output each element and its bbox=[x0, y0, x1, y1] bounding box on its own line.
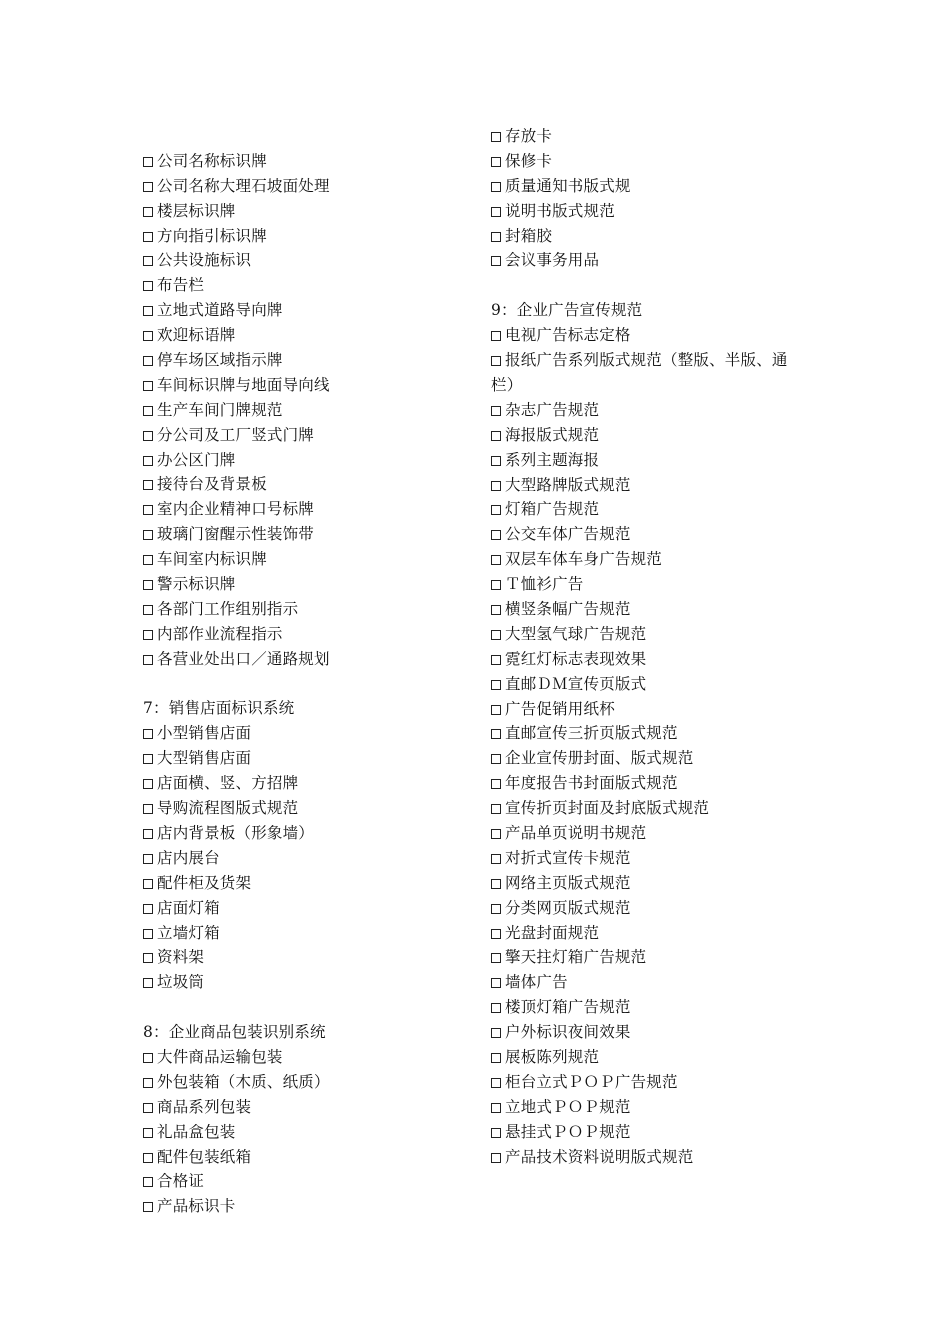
checkbox-icon bbox=[491, 1153, 501, 1163]
checkbox-icon bbox=[491, 978, 501, 988]
checkbox-icon bbox=[491, 829, 501, 839]
checklist-item-label: 公交车体广告规范 bbox=[505, 525, 631, 544]
checklist-item bbox=[143, 373, 473, 398]
checklist-item bbox=[491, 448, 811, 473]
checklist-item-label: 内部作业流程指示 bbox=[157, 624, 283, 643]
checkbox-icon bbox=[143, 555, 153, 565]
checklist-item bbox=[491, 423, 811, 448]
checkbox-icon bbox=[491, 754, 501, 764]
checklist-item bbox=[491, 995, 811, 1020]
checklist-item-label: 大件商品运输包装 bbox=[157, 1047, 283, 1066]
checklist-item bbox=[143, 1045, 473, 1070]
checklist-item bbox=[491, 896, 811, 921]
section-heading-text: 8：企业商品包装识别系统 bbox=[143, 1023, 326, 1042]
checklist-item bbox=[491, 1070, 811, 1095]
checklist-item bbox=[143, 647, 473, 672]
checkbox-icon bbox=[491, 207, 501, 217]
checkbox-icon bbox=[143, 157, 153, 167]
checklist-item-label: 墙体广告 bbox=[505, 973, 568, 992]
checklist-item-label: 产品技术资料说明版式规范 bbox=[505, 1147, 694, 1166]
checklist-item-label: 公共设施标识 bbox=[157, 251, 252, 270]
checklist-item-label: 停车场区域指示牌 bbox=[157, 351, 283, 370]
checklist-item-label: 玻璃门窗醒示性装饰带 bbox=[157, 525, 315, 544]
checklist-item-label: 电视广告标志定格 bbox=[505, 326, 631, 345]
checklist-item-label: 礼品盒包装 bbox=[157, 1122, 236, 1141]
checklist-item-label: 店内背景板（形象墙） bbox=[157, 823, 315, 842]
checkbox-icon bbox=[143, 630, 153, 640]
checkbox-icon bbox=[143, 879, 153, 889]
checklist-item bbox=[491, 821, 811, 846]
checklist-item bbox=[491, 921, 811, 946]
checkbox-icon bbox=[491, 879, 501, 889]
checklist-item bbox=[143, 273, 473, 298]
checklist-item bbox=[491, 1145, 811, 1170]
checkbox-icon bbox=[491, 1053, 501, 1063]
checklist-item-label: 车间室内标识牌 bbox=[157, 550, 267, 569]
checklist-item bbox=[491, 970, 811, 995]
checklist-item bbox=[143, 1070, 473, 1095]
checklist-item bbox=[491, 796, 811, 821]
checklist-item-label: 各营业处出口／通路规划 bbox=[157, 649, 330, 668]
blank-line bbox=[143, 672, 473, 697]
checkbox-icon bbox=[143, 281, 153, 291]
checkbox-icon bbox=[143, 854, 153, 864]
checklist-item bbox=[491, 721, 811, 746]
checkbox-icon bbox=[491, 232, 501, 242]
checkbox-icon bbox=[143, 605, 153, 615]
checkbox-icon bbox=[143, 480, 153, 490]
checklist-item-label: 车间标识牌与地面导向线 bbox=[157, 375, 330, 394]
checklist-item-label: 欢迎标语牌 bbox=[157, 326, 236, 345]
checklist-item-label: 系列主题海报 bbox=[505, 450, 600, 469]
blank-line bbox=[143, 995, 473, 1020]
left-column bbox=[143, 124, 473, 1219]
checklist-item-label: 商品系列包装 bbox=[157, 1097, 252, 1116]
checklist-item bbox=[491, 871, 811, 896]
checklist-item bbox=[491, 746, 811, 771]
checklist-item-label: 横竖条幅广告规范 bbox=[505, 599, 631, 618]
checklist-item-label: 接待台及背景板 bbox=[157, 475, 267, 494]
checklist-item bbox=[491, 697, 811, 722]
checkbox-icon bbox=[143, 1202, 153, 1212]
checklist-item bbox=[143, 224, 473, 249]
checkbox-icon bbox=[143, 1177, 153, 1187]
checkbox-icon bbox=[143, 829, 153, 839]
checklist-item bbox=[143, 945, 473, 970]
checklist-item bbox=[143, 1145, 473, 1170]
checklist-item-label: 年度报告书封面版式规范 bbox=[505, 774, 678, 793]
checkbox-icon bbox=[491, 953, 501, 963]
checkbox-icon bbox=[143, 256, 153, 266]
checkbox-icon bbox=[491, 481, 501, 491]
checkbox-icon bbox=[491, 406, 501, 416]
checkbox-icon bbox=[491, 1003, 501, 1013]
checklist-item-label: 产品标识卡 bbox=[157, 1197, 236, 1216]
checklist-item bbox=[143, 622, 473, 647]
checkbox-icon bbox=[491, 1028, 501, 1038]
checkbox-icon bbox=[143, 356, 153, 366]
checklist-item-label: 店面灯箱 bbox=[157, 898, 220, 917]
checklist-item bbox=[491, 547, 811, 572]
checklist-item-label: 封箱胶 bbox=[505, 226, 553, 245]
checkbox-icon bbox=[491, 929, 501, 939]
checklist-item bbox=[143, 796, 473, 821]
checklist-item-label: 企业宣传册封面、版式规范 bbox=[505, 749, 694, 768]
checklist-item bbox=[143, 522, 473, 547]
checkbox-icon bbox=[491, 630, 501, 640]
checklist-item bbox=[491, 572, 811, 597]
section-heading bbox=[143, 1020, 473, 1045]
checkbox-icon bbox=[491, 904, 501, 914]
checklist-item-label: 立墙灯箱 bbox=[157, 923, 220, 942]
checklist-item-label: 双层车体车身广告规范 bbox=[505, 550, 663, 569]
checklist-item-label: 杂志广告规范 bbox=[505, 400, 600, 419]
checklist-item bbox=[491, 945, 811, 970]
checklist-item-label: 各部门工作组别指示 bbox=[157, 599, 299, 618]
checkbox-icon bbox=[491, 505, 501, 515]
checkbox-icon bbox=[143, 978, 153, 988]
checkbox-icon bbox=[491, 580, 501, 590]
checklist-item-label: 存放卡 bbox=[505, 127, 553, 145]
checklist-item-label: 悬挂式ＰＯＰ规范 bbox=[505, 1122, 631, 1141]
checklist-item bbox=[143, 174, 473, 199]
checklist-item bbox=[491, 846, 811, 871]
checklist-item-label: 灯箱广告规范 bbox=[505, 500, 600, 519]
section-heading bbox=[143, 696, 473, 721]
checklist-item bbox=[491, 323, 811, 348]
checkbox-icon bbox=[143, 207, 153, 217]
checklist-item-label: 大型路牌版式规范 bbox=[505, 475, 631, 494]
checklist-item bbox=[491, 149, 811, 174]
checklist-item bbox=[491, 522, 811, 547]
checkbox-icon bbox=[143, 804, 153, 814]
checklist-item bbox=[143, 497, 473, 522]
checkbox-icon bbox=[143, 953, 153, 963]
checklist-item bbox=[143, 771, 473, 796]
checklist-item-label: 公司名称大理石坡面处理 bbox=[157, 176, 330, 195]
checklist-item-label: 分公司及工厂竖式门牌 bbox=[157, 425, 315, 444]
checklist-item bbox=[143, 248, 473, 273]
checklist-item bbox=[143, 1169, 473, 1194]
section-heading-text: 9：企业广告宣传规范 bbox=[491, 301, 643, 320]
checklist-item-label: 楼顶灯箱广告规范 bbox=[505, 998, 631, 1017]
checklist-item bbox=[491, 1120, 811, 1145]
checklist-item-label: 直邮宣传三折页版式规范 bbox=[505, 724, 678, 743]
checklist-item-label: 大型销售店面 bbox=[157, 749, 252, 768]
checkbox-icon bbox=[491, 1103, 501, 1113]
checkbox-icon bbox=[491, 356, 501, 366]
checklist-item-label: 擎天拄灯箱广告规范 bbox=[505, 948, 647, 967]
checklist-item-label: 合格证 bbox=[157, 1172, 205, 1191]
checklist-item bbox=[491, 497, 811, 522]
checklist-item-label: 方向指引标识牌 bbox=[157, 226, 267, 245]
checklist-item bbox=[491, 1095, 811, 1120]
checkbox-icon bbox=[491, 256, 501, 266]
section-heading bbox=[491, 298, 811, 323]
checklist-item bbox=[491, 597, 811, 622]
checkbox-icon bbox=[143, 505, 153, 515]
checklist-item-label: 会议事务用品 bbox=[505, 251, 600, 270]
checkbox-icon bbox=[491, 182, 501, 192]
checklist-item-label: 立地式道路导向牌 bbox=[157, 301, 283, 320]
checklist-item bbox=[491, 199, 811, 224]
checkbox-icon bbox=[491, 1078, 501, 1088]
checklist-item-label: 直邮ＤＭ宣传页版式 bbox=[505, 674, 647, 693]
checklist-item bbox=[143, 1095, 473, 1120]
checkbox-icon bbox=[143, 232, 153, 242]
checklist-item bbox=[143, 1194, 473, 1219]
checklist-item-label: 小型销售店面 bbox=[157, 724, 252, 743]
checklist-item bbox=[143, 423, 473, 448]
checkbox-icon bbox=[491, 804, 501, 814]
checklist-item-label: 警示标识牌 bbox=[157, 575, 236, 594]
checkbox-icon bbox=[491, 157, 501, 167]
checkbox-icon bbox=[143, 1053, 153, 1063]
checklist-item-label: 室内企业精神口号标牌 bbox=[157, 500, 315, 519]
checklist-item bbox=[491, 622, 811, 647]
checklist-item-label: 质量通知书版式规 bbox=[505, 176, 631, 195]
checkbox-icon bbox=[143, 331, 153, 341]
checklist-item bbox=[491, 647, 811, 672]
checkbox-icon bbox=[143, 655, 153, 665]
checkbox-icon bbox=[143, 431, 153, 441]
checklist-item bbox=[143, 298, 473, 323]
checkbox-icon bbox=[143, 1103, 153, 1113]
checkbox-icon bbox=[491, 705, 501, 715]
checklist-item bbox=[143, 398, 473, 423]
checklist-item bbox=[143, 896, 473, 921]
checkbox-icon bbox=[143, 1128, 153, 1138]
checklist-item bbox=[491, 224, 811, 249]
checklist-item-label: 网络主页版式规范 bbox=[505, 873, 631, 892]
checklist-item bbox=[143, 448, 473, 473]
checklist-item-label: 对折式宣传卡规范 bbox=[505, 848, 631, 867]
checkbox-icon bbox=[491, 779, 501, 789]
checklist-item-label: 光盘封面规范 bbox=[505, 923, 600, 942]
checklist-item-label: Ｔ恤衫广告 bbox=[505, 575, 584, 594]
checkbox-icon bbox=[143, 306, 153, 316]
checklist-item bbox=[491, 124, 811, 149]
checkbox-icon bbox=[143, 406, 153, 416]
checkbox-icon bbox=[491, 132, 501, 142]
checklist-item bbox=[143, 970, 473, 995]
checklist-item-label: 布告栏 bbox=[157, 276, 205, 295]
checkbox-icon bbox=[491, 555, 501, 565]
checklist-item-label: 产品单页说明书规范 bbox=[505, 823, 647, 842]
checklist-item-label: 柜台立式ＰＯＰ广告规范 bbox=[505, 1072, 678, 1091]
section-heading-text: 7：销售店面标识系统 bbox=[143, 699, 295, 718]
checklist-item-label: 分类网页版式规范 bbox=[505, 898, 631, 917]
checklist-item bbox=[143, 821, 473, 846]
checklist-item bbox=[143, 149, 473, 174]
checklist-item-label: 立地式ＰＯＰ规范 bbox=[505, 1097, 631, 1116]
checkbox-icon bbox=[491, 655, 501, 665]
checkbox-icon bbox=[491, 431, 501, 441]
checkbox-icon bbox=[143, 530, 153, 540]
checklist-item bbox=[143, 472, 473, 497]
checkbox-icon bbox=[491, 331, 501, 341]
checklist-item bbox=[491, 473, 811, 498]
checklist-item bbox=[491, 1045, 811, 1070]
checklist-item bbox=[143, 1120, 473, 1145]
checklist-item bbox=[143, 323, 473, 348]
checklist-item-label: 户外标识夜间效果 bbox=[505, 1023, 631, 1042]
checklist-item-label: 店内展台 bbox=[157, 848, 220, 867]
checklist-item bbox=[143, 746, 473, 771]
blank-line bbox=[143, 124, 473, 149]
checkbox-icon bbox=[143, 580, 153, 590]
checklist-item-label: 霓红灯标志表现效果 bbox=[505, 649, 647, 668]
checklist-item bbox=[143, 597, 473, 622]
checklist-item bbox=[491, 348, 811, 398]
checklist-item bbox=[143, 721, 473, 746]
checklist-item-label: 外包装箱（木质、纸质） bbox=[157, 1072, 330, 1091]
checkbox-icon bbox=[491, 530, 501, 540]
checkbox-icon bbox=[143, 381, 153, 391]
checkbox-icon bbox=[143, 182, 153, 192]
checklist-item-label: 配件柜及货架 bbox=[157, 873, 252, 892]
checklist-item-label: 广告促销用纸杯 bbox=[505, 699, 615, 718]
checklist-item bbox=[491, 174, 811, 199]
checklist-item-label: 公司名称标识牌 bbox=[157, 151, 267, 170]
checklist-item-label: 生产车间门牌规范 bbox=[157, 400, 283, 419]
checklist-item-label: 配件包装纸箱 bbox=[157, 1147, 252, 1166]
checklist-item bbox=[143, 846, 473, 871]
checklist-item-label: 展板陈列规范 bbox=[505, 1047, 600, 1066]
checklist-item-label: 大型氢气球广告规范 bbox=[505, 624, 647, 643]
checkbox-icon bbox=[491, 1128, 501, 1138]
checkbox-icon bbox=[491, 605, 501, 615]
checklist-item-label: 报纸广告系列版式规范（整版、半版、通栏） bbox=[491, 351, 788, 394]
checklist-item-label: 楼层标识牌 bbox=[157, 201, 236, 220]
checklist-item-label: 办公区门牌 bbox=[157, 450, 236, 469]
blank-line bbox=[491, 273, 811, 298]
checkbox-icon bbox=[143, 729, 153, 739]
checklist-item-label: 垃圾筒 bbox=[157, 973, 205, 992]
checkbox-icon bbox=[143, 904, 153, 914]
checklist-item bbox=[143, 348, 473, 373]
checklist-item bbox=[491, 672, 811, 697]
checklist-item bbox=[491, 1020, 811, 1045]
checkbox-icon bbox=[143, 1078, 153, 1088]
checklist-item bbox=[143, 921, 473, 946]
checkbox-icon bbox=[491, 456, 501, 466]
checklist-item-label: 资料架 bbox=[157, 948, 205, 967]
checkbox-icon bbox=[491, 729, 501, 739]
checklist-item-label: 说明书版式规范 bbox=[505, 201, 615, 220]
checkbox-icon bbox=[491, 854, 501, 864]
checklist-item-label: 保修卡 bbox=[505, 151, 553, 170]
checkbox-icon bbox=[491, 680, 501, 690]
checklist-item-label: 店面横、竖、方招牌 bbox=[157, 774, 299, 793]
checklist-item bbox=[491, 248, 811, 273]
checklist-item-label: 海报版式规范 bbox=[505, 425, 600, 444]
checkbox-icon bbox=[143, 754, 153, 764]
checklist-item-label: 导购流程图版式规范 bbox=[157, 799, 299, 818]
checkbox-icon bbox=[143, 779, 153, 789]
checklist-item bbox=[143, 572, 473, 597]
checklist-item bbox=[491, 398, 811, 423]
checklist-item-label: 宣传折页封面及封底版式规范 bbox=[505, 799, 710, 818]
checklist-item bbox=[491, 771, 811, 796]
checklist-item bbox=[143, 871, 473, 896]
checklist-item bbox=[143, 547, 473, 572]
checkbox-icon bbox=[143, 456, 153, 466]
checkbox-icon bbox=[143, 1153, 153, 1163]
right-column bbox=[491, 124, 811, 1169]
checkbox-icon bbox=[143, 929, 153, 939]
checklist-item bbox=[143, 199, 473, 224]
